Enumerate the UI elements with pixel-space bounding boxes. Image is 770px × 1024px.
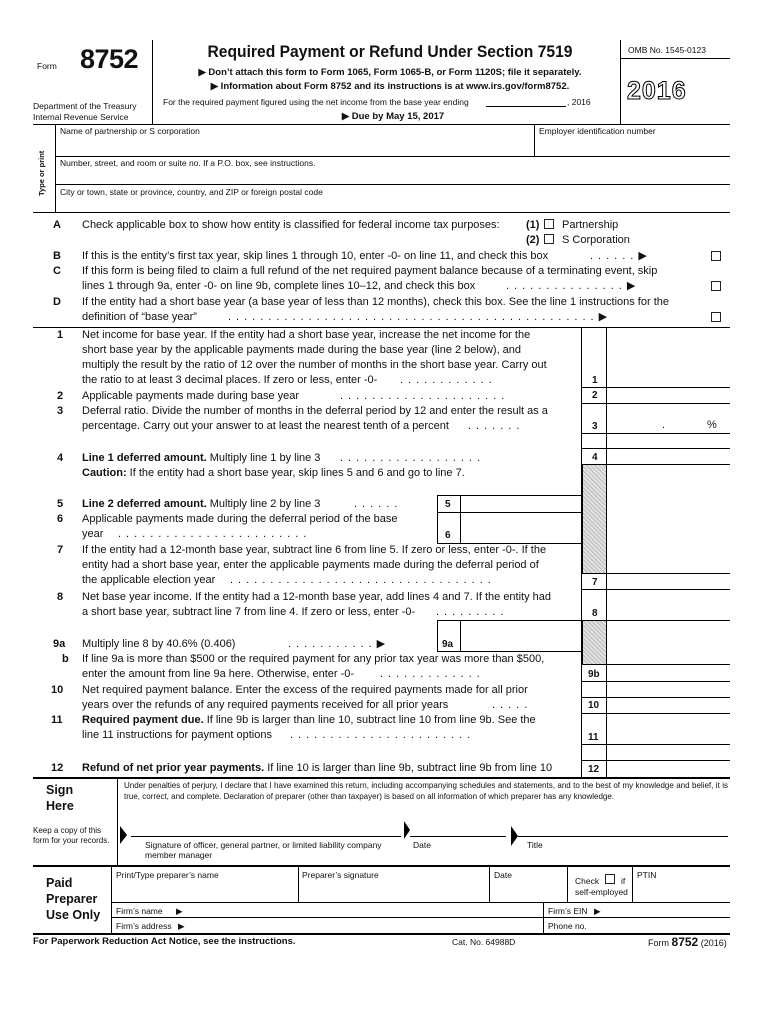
line-1-amount[interactable] bbox=[607, 328, 729, 387]
line-5-text bbox=[82, 497, 320, 512]
line-1-text-2: short base year by the applicable payments made during the base year (line 2 below), and bbox=[82, 344, 522, 356]
box-1-label: 1 bbox=[592, 375, 598, 386]
due-date: ▶ Due by May 15, 2017 bbox=[341, 111, 445, 122]
line-3-leader: ....... bbox=[468, 420, 525, 432]
line-1-number: 1 bbox=[57, 329, 64, 341]
preparer-signature-label: Preparer’s signature bbox=[302, 870, 379, 880]
line-6-leader: ........................ bbox=[118, 528, 312, 540]
form-number: 8752 bbox=[80, 44, 139, 74]
line-7-text-1: If the entity had a 12-month base year, subtract line 6 from line 5. If zero or less, enter -0-. If the bbox=[82, 544, 547, 556]
street-input[interactable] bbox=[56, 169, 729, 184]
dept-treasury: Department of the Treasury bbox=[33, 101, 137, 111]
line-9b-text-1: If line 9a is more than $500 or the required payment for any prior tax year was more than $500, bbox=[82, 653, 545, 665]
signature-label-2: member manager bbox=[145, 850, 213, 860]
line-6-amount[interactable] bbox=[461, 513, 581, 543]
line-1-leader: ............ bbox=[400, 374, 497, 386]
preparer-date-input[interactable] bbox=[490, 881, 566, 901]
s-corporation-label: S Corporation bbox=[562, 234, 630, 246]
line-12-amount[interactable] bbox=[607, 761, 729, 777]
box-2-label: 2 bbox=[592, 390, 598, 401]
title-line[interactable] bbox=[518, 836, 728, 837]
firm-ein-input[interactable] bbox=[605, 903, 729, 917]
line-1-text-3: multiply the result by the ratio of 12 over the number of months in the short base year. Carry out bbox=[82, 359, 547, 371]
firm-address-label: Firm’s address bbox=[116, 921, 172, 931]
line-3-decimal: . bbox=[662, 419, 666, 431]
line-4-rest: Multiply line 1 by line 3 bbox=[206, 452, 321, 464]
line-11-text-1 bbox=[82, 713, 536, 728]
box-6-label: 6 bbox=[445, 530, 451, 541]
paperwork-notice: For Paperwork Reduction Act Notice, see the instructions. bbox=[33, 936, 296, 947]
line-b-text: If this is the entity’s first tax year, skip lines 1 through 10, enter -0- on line 11, and check this box bbox=[82, 250, 549, 262]
line-9b-amount[interactable] bbox=[607, 665, 729, 681]
footer-form-year: (2016) bbox=[700, 938, 727, 948]
line-c-text-2: lines 1 through 9a, enter -0- on line 9b, complete lines 10–12, and check this box bbox=[82, 280, 476, 292]
use-only-word: Use Only bbox=[46, 908, 101, 922]
city-input[interactable] bbox=[56, 198, 729, 211]
phone-label: Phone no. bbox=[548, 921, 587, 931]
type-or-print-label: Type or print bbox=[37, 150, 46, 196]
s-corporation-checkbox[interactable] bbox=[544, 234, 554, 244]
instruction-2: ▶ Information about Form 8752 and its instructions is at www.irs.gov/form8752. bbox=[210, 81, 570, 92]
firm-ein-arrow-icon: ▶ bbox=[594, 906, 601, 916]
title-arrow-icon bbox=[511, 826, 518, 846]
line-7-leader: ................................. bbox=[230, 574, 496, 586]
line-10-text-1: Net required payment balance. Enter the excess of the required payments made for all prior bbox=[82, 684, 528, 696]
sign-date-line[interactable] bbox=[410, 836, 506, 837]
line-2-leader: ..................... bbox=[340, 390, 510, 402]
line-9a-leader: ...........▶ bbox=[288, 638, 391, 650]
line-d-text-1: If the entity had a short base year (a base year of less than 12 months), check this box. See the line 1 instructions for the bbox=[82, 296, 669, 308]
line-a-letter: A bbox=[53, 219, 61, 231]
line-d-text-2: definition of “base year” bbox=[82, 311, 197, 323]
preparer-word: Preparer bbox=[46, 892, 98, 906]
line-11-leader: ....................... bbox=[290, 729, 476, 741]
box-9a-label: 9a bbox=[442, 639, 454, 650]
line-6-text-1: Applicable payments made during the deferral period of the base bbox=[82, 513, 398, 525]
instruction-1: ▶ Don’t attach this form to Form 1065, Form 1065-B, or Form 1120S; file it separately. bbox=[198, 67, 582, 78]
line-5-leader: ...... bbox=[354, 498, 403, 510]
line-8-number: 8 bbox=[57, 591, 64, 603]
preparer-date-label: Date bbox=[494, 870, 512, 880]
signature-label-1: Signature of officer, general partner, or limited liability company bbox=[145, 840, 382, 850]
line-4-number: 4 bbox=[57, 452, 64, 464]
name-input[interactable] bbox=[56, 137, 534, 155]
line-c-letter: C bbox=[53, 265, 61, 277]
line-5-number: 5 bbox=[57, 498, 64, 510]
preparer-name-input[interactable] bbox=[112, 881, 298, 901]
line-4-caution bbox=[82, 466, 465, 481]
line-d-letter: D bbox=[53, 296, 61, 308]
here-word: Here bbox=[46, 799, 74, 813]
firm-ein-label: Firm’s EIN bbox=[548, 906, 588, 916]
box-3-label: 3 bbox=[592, 421, 598, 432]
line-8-amount[interactable] bbox=[607, 590, 729, 620]
partnership-label: Partnership bbox=[562, 219, 619, 231]
line-1-text-1: Net income for base year. If the entity had a short base year, increase the net income for the bbox=[82, 329, 531, 341]
phone-input[interactable] bbox=[590, 918, 729, 932]
line-c-text-1: If this form is being filed to claim a full refund of the net required payment balance because of a terminating event, skip bbox=[82, 265, 658, 277]
sign-word: Sign bbox=[46, 783, 74, 797]
line-2-amount[interactable] bbox=[607, 388, 729, 403]
line-11-number: 11 bbox=[51, 714, 63, 726]
box-4-label: 4 bbox=[592, 452, 598, 463]
sign-arrow-icon bbox=[120, 826, 127, 844]
firm-address-arrow-icon: ▶ bbox=[178, 921, 185, 931]
if-label: if bbox=[621, 876, 626, 886]
line-3-percent-sign: % bbox=[707, 419, 717, 431]
penalty-statement: Under penalties of perjury, I declare that I have examined this return, including accompanying schedules and statements, and to the best of my knowledge and belief, it is true, correct, and complete. Declaration of preparer (other than taxpayer) is based on all information of which preparer has any knowledge. bbox=[124, 781, 728, 801]
sign-date-label: Date bbox=[413, 840, 431, 850]
box-9b-label: 9b bbox=[588, 669, 600, 680]
box-10-label: 10 bbox=[588, 700, 600, 711]
line-b-letter: B bbox=[53, 250, 61, 262]
firm-address-input[interactable] bbox=[190, 918, 542, 932]
footer-form-number: 8752 bbox=[671, 935, 699, 949]
caution-text: If the entity had a short base year, skip lines 5 and 6 and go to line 7. bbox=[126, 467, 465, 479]
caution-bold: Caution: bbox=[82, 467, 127, 479]
line-12-text bbox=[82, 761, 552, 776]
option-2-number: (2) bbox=[526, 234, 540, 246]
box-5-label: 5 bbox=[445, 499, 451, 510]
line-12-number: 12 bbox=[51, 762, 64, 774]
line-7-number: 7 bbox=[57, 544, 64, 556]
line-5-rest: Multiply line 2 by line 3 bbox=[206, 498, 321, 510]
first-year-checkbox[interactable] bbox=[711, 251, 721, 261]
line-4-amount[interactable] bbox=[607, 449, 729, 464]
self-employed-label: self-employed bbox=[575, 887, 628, 897]
box-11-label: 11 bbox=[588, 732, 599, 743]
line-c-leader: ...............▶ bbox=[506, 280, 641, 292]
catalog-number: Cat. No. 64988D bbox=[452, 937, 516, 947]
base-year-label: For the required payment figured using the net income from the base year ending bbox=[163, 97, 469, 107]
box-7-label: 7 bbox=[592, 577, 598, 588]
firm-name-label: Firm’s name bbox=[116, 906, 163, 916]
check-label: Check bbox=[575, 876, 600, 886]
line-9a-amount[interactable] bbox=[461, 621, 581, 651]
line-d-leader: ..............................................▶ bbox=[228, 311, 613, 323]
box-8-label: 8 bbox=[592, 608, 598, 619]
line-11-rest: If line 9b is larger than line 10, subtract line 10 from line 9b. See the bbox=[203, 714, 536, 726]
line-4-text bbox=[82, 451, 320, 466]
line-3-text-1: Deferral ratio. Divide the number of months in the deferral period by 12 and enter the result as a bbox=[82, 405, 548, 417]
line-2-number: 2 bbox=[57, 390, 64, 402]
line-9b-leader: ............. bbox=[380, 668, 485, 680]
preparer-title bbox=[46, 875, 100, 923]
omb-number: OMB No. 1545-0123 bbox=[628, 45, 706, 55]
line-11-bold: Required payment due. bbox=[82, 714, 204, 726]
line-7-amount[interactable] bbox=[607, 574, 729, 589]
line-a-text: Check applicable box to show how entity is classified for federal income tax purposes: bbox=[82, 219, 500, 231]
shaded-block-1 bbox=[582, 464, 606, 573]
line-10-number: 10 bbox=[51, 684, 64, 696]
line-4-bold: Line 1 deferred amount. bbox=[82, 452, 207, 464]
line-8-text-1: Net base year income. If the entity had a 12-month base year, add lines 4 and 7. If the entity had bbox=[82, 591, 552, 603]
line-2-text: Applicable payments made during base year bbox=[82, 390, 300, 402]
line-11-amount[interactable] bbox=[607, 714, 729, 744]
line-9b-number: b bbox=[62, 653, 69, 665]
line-11-text-2: line 11 instructions for payment options bbox=[82, 729, 272, 741]
line-8-leader: ......... bbox=[436, 606, 509, 618]
line-10-text-2: years over the refunds of any required payments received for all prior years bbox=[82, 699, 449, 711]
line-3-number: 3 bbox=[57, 405, 64, 417]
partnership-checkbox[interactable] bbox=[544, 219, 554, 229]
box-12-label: 12 bbox=[588, 764, 600, 775]
line-5-bold: Line 2 deferred amount. bbox=[82, 498, 207, 510]
line-1-text-4: the ratio to at least 3 decimal places. If zero or less, enter -0- bbox=[82, 374, 378, 386]
shaded-block-2 bbox=[582, 620, 606, 664]
line-6-text-2: year bbox=[82, 528, 104, 540]
line-9a-text: Multiply line 8 by 40.6% (0.406) bbox=[82, 638, 236, 650]
form-title: Required Payment or Refund Under Section 7519 bbox=[207, 42, 573, 61]
ptin-input[interactable] bbox=[633, 881, 729, 901]
line-6-number: 6 bbox=[57, 513, 64, 525]
short-base-year-checkbox[interactable] bbox=[711, 312, 721, 322]
line-4-leader: .................. bbox=[340, 452, 486, 464]
signature-line[interactable] bbox=[131, 836, 401, 837]
dept-irs: Internal Revenue Service bbox=[33, 112, 129, 122]
ein-label: Employer identification number bbox=[539, 126, 656, 136]
footer-form-id bbox=[648, 935, 727, 949]
firm-name-arrow-icon: ▶ bbox=[176, 906, 183, 916]
line-9a-number: 9a bbox=[53, 638, 66, 650]
line-9b-text-2: enter the amount from line 9a here. Otherwise, enter -0- bbox=[82, 668, 355, 680]
line-12-rest: If line 10 is larger than line 9b, subtract line 9b from line 10 bbox=[264, 762, 553, 774]
form-word: Form bbox=[37, 61, 57, 71]
paid-word: Paid bbox=[46, 876, 73, 890]
line-7-text-2: entity had a short base year, enter the applicable payments made during the deferral period of bbox=[82, 559, 539, 571]
street-label: Number, street, and room or suite no. If a P.O. box, see instructions. bbox=[60, 158, 316, 168]
tax-year bbox=[627, 77, 687, 106]
preparer-signature-input[interactable] bbox=[299, 881, 489, 901]
line-7-text-3: the applicable election year bbox=[82, 574, 216, 586]
ein-input[interactable] bbox=[535, 137, 729, 155]
city-label: City or town, state or province, country, and ZIP or foreign postal code bbox=[60, 187, 323, 197]
ptin-label: PTIN bbox=[637, 870, 657, 880]
line-10-amount[interactable] bbox=[607, 682, 729, 713]
base-year-input[interactable] bbox=[486, 106, 566, 107]
terminating-event-checkbox[interactable] bbox=[711, 281, 721, 291]
name-label: Name of partnership or S corporation bbox=[60, 126, 200, 136]
keep-copy-note: Keep a copy of this form for your records. bbox=[33, 826, 110, 845]
line-3-text-2: percentage. Carry out your answer to at least the nearest tenth of a percent bbox=[82, 420, 449, 432]
title-label: Title bbox=[527, 840, 543, 850]
base-year-suffix: , 2016 bbox=[567, 97, 591, 107]
line-b-leader: ......▶ bbox=[590, 250, 652, 262]
line-8-text-2: a short base year, subtract line 7 from line 4. If zero or less, enter -0- bbox=[82, 606, 416, 618]
sign-title bbox=[46, 782, 74, 814]
self-employed-checkbox[interactable] bbox=[605, 874, 615, 884]
line-5-amount[interactable] bbox=[461, 496, 581, 512]
firm-name-input[interactable] bbox=[188, 903, 542, 917]
line-10-leader: ..... bbox=[492, 699, 533, 711]
option-1-number: (1) bbox=[526, 219, 540, 231]
footer-form-word: Form bbox=[648, 938, 669, 948]
tax-year-text: 2016 bbox=[627, 77, 687, 105]
line-12-bold: Refund of net prior year payments. bbox=[82, 762, 265, 774]
preparer-name-label: Print/Type preparer’s name bbox=[116, 870, 219, 880]
